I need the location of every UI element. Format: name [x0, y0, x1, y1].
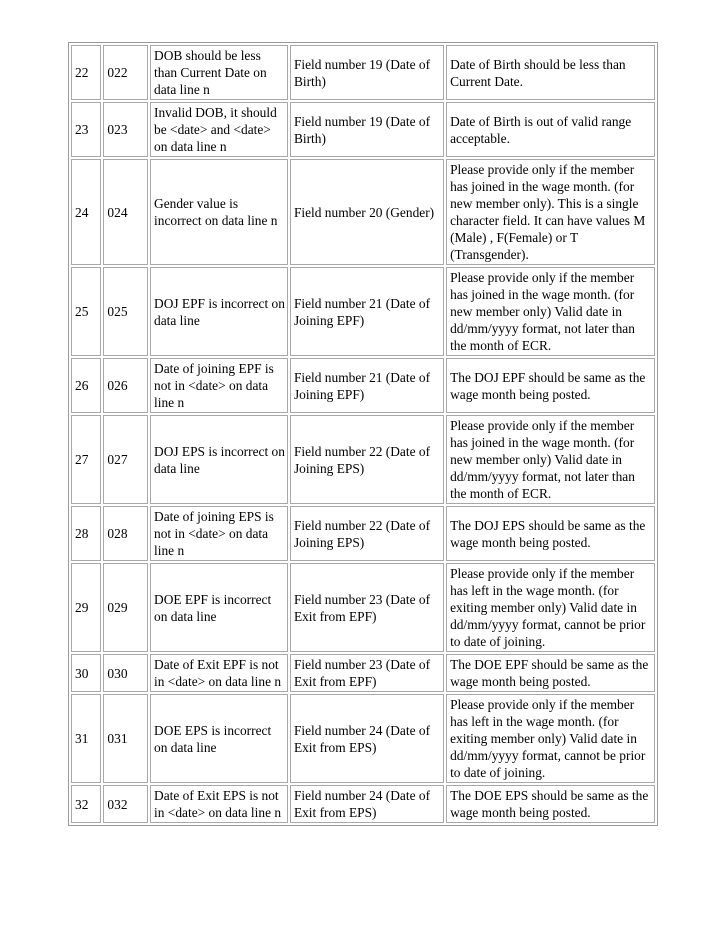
error-code: 031: [103, 694, 148, 783]
table-row: [71, 358, 655, 413]
field-reference: Field number 23 (Date of Exit from EPF): [290, 654, 444, 692]
field-reference: Field number 21 (Date of Joining EPF): [290, 358, 444, 413]
field-reference: Field number 19 (Date of Birth): [290, 102, 444, 157]
row-number: 31: [71, 694, 101, 783]
error-code: 023: [103, 102, 148, 157]
table-row: [71, 267, 655, 356]
error-description: Date of Birth should be less than Current Date.: [446, 45, 655, 100]
table-row: [71, 654, 655, 692]
row-number: 25: [71, 267, 101, 356]
error-message: Invalid DOB, it should be <date> and <date> on data line n: [150, 102, 288, 157]
row-number: 30: [71, 654, 101, 692]
error-code: 032: [103, 785, 148, 823]
error-description: Please provide only if the member has joined in the wage month. (for new member only). This is a single character field. It can have values M (Male) , F(Female) or T (Transgender).: [446, 159, 655, 265]
error-description: Please provide only if the member has joined in the wage month. (for new member only) Valid date in dd/mm/yyyy format, not later than the month of ECR.: [446, 415, 655, 504]
error-message: Date of joining EPF is not in <date> on data line n: [150, 358, 288, 413]
error-message: DOE EPF is incorrect on data line: [150, 563, 288, 652]
error-message: Date of Exit EPS is not in <date> on data line n: [150, 785, 288, 823]
error-code: 029: [103, 563, 148, 652]
error-message: DOJ EPF is incorrect on data line: [150, 267, 288, 356]
error-code: 025: [103, 267, 148, 356]
row-number: 24: [71, 159, 101, 265]
table-row: [71, 159, 655, 265]
error-message: Date of Exit EPF is not in <date> on data line n: [150, 654, 288, 692]
table-row: [71, 785, 655, 823]
error-description: The DOE EPS should be same as the wage month being posted.: [446, 785, 655, 823]
row-number: 23: [71, 102, 101, 157]
error-description: Please provide only if the member has left in the wage month. (for exiting member only) Valid date in dd/mm/yyyy format, cannot be prior to date of joining.: [446, 694, 655, 783]
error-message: Date of joining EPS is not in <date> on data line n: [150, 506, 288, 561]
row-number: 29: [71, 563, 101, 652]
table-row: [71, 102, 655, 157]
field-reference: Field number 23 (Date of Exit from EPF): [290, 563, 444, 652]
error-description: The DOJ EPF should be same as the wage month being posted.: [446, 358, 655, 413]
error-description: Please provide only if the member has left in the wage month. (for exiting member only) Valid date in dd/mm/yyyy format, cannot be prior to date of joining.: [446, 563, 655, 652]
error-code: 024: [103, 159, 148, 265]
error-code: 022: [103, 45, 148, 100]
field-reference: Field number 22 (Date of Joining EPS): [290, 506, 444, 561]
error-code: 027: [103, 415, 148, 504]
table-row: [71, 694, 655, 783]
table-row: [71, 563, 655, 652]
error-description: The DOE EPF should be same as the wage month being posted.: [446, 654, 655, 692]
table-row: [71, 415, 655, 504]
error-codes-table: [68, 42, 658, 826]
error-description: Date of Birth is out of valid range acceptable.: [446, 102, 655, 157]
error-message: DOB should be less than Current Date on data line n: [150, 45, 288, 100]
table-row: [71, 506, 655, 561]
field-reference: Field number 24 (Date of Exit from EPS): [290, 694, 444, 783]
error-message: DOJ EPS is incorrect on data line: [150, 415, 288, 504]
error-message: DOE EPS is incorrect on data line: [150, 694, 288, 783]
row-number: 26: [71, 358, 101, 413]
error-codes-table-container: [68, 42, 658, 826]
field-reference: Field number 22 (Date of Joining EPS): [290, 415, 444, 504]
row-number: 27: [71, 415, 101, 504]
error-message: Gender value is incorrect on data line n: [150, 159, 288, 265]
field-reference: Field number 19 (Date of Birth): [290, 45, 444, 100]
error-description: Please provide only if the member has joined in the wage month. (for new member only) Valid date in dd/mm/yyyy format, not later than the month of ECR.: [446, 267, 655, 356]
error-description: The DOJ EPS should be same as the wage month being posted.: [446, 506, 655, 561]
row-number: 32: [71, 785, 101, 823]
row-number: 28: [71, 506, 101, 561]
error-code: 030: [103, 654, 148, 692]
field-reference: Field number 21 (Date of Joining EPF): [290, 267, 444, 356]
error-code: 026: [103, 358, 148, 413]
field-reference: Field number 20 (Gender): [290, 159, 444, 265]
table-row: [71, 45, 655, 100]
row-number: 22: [71, 45, 101, 100]
field-reference: Field number 24 (Date of Exit from EPS): [290, 785, 444, 823]
error-code: 028: [103, 506, 148, 561]
